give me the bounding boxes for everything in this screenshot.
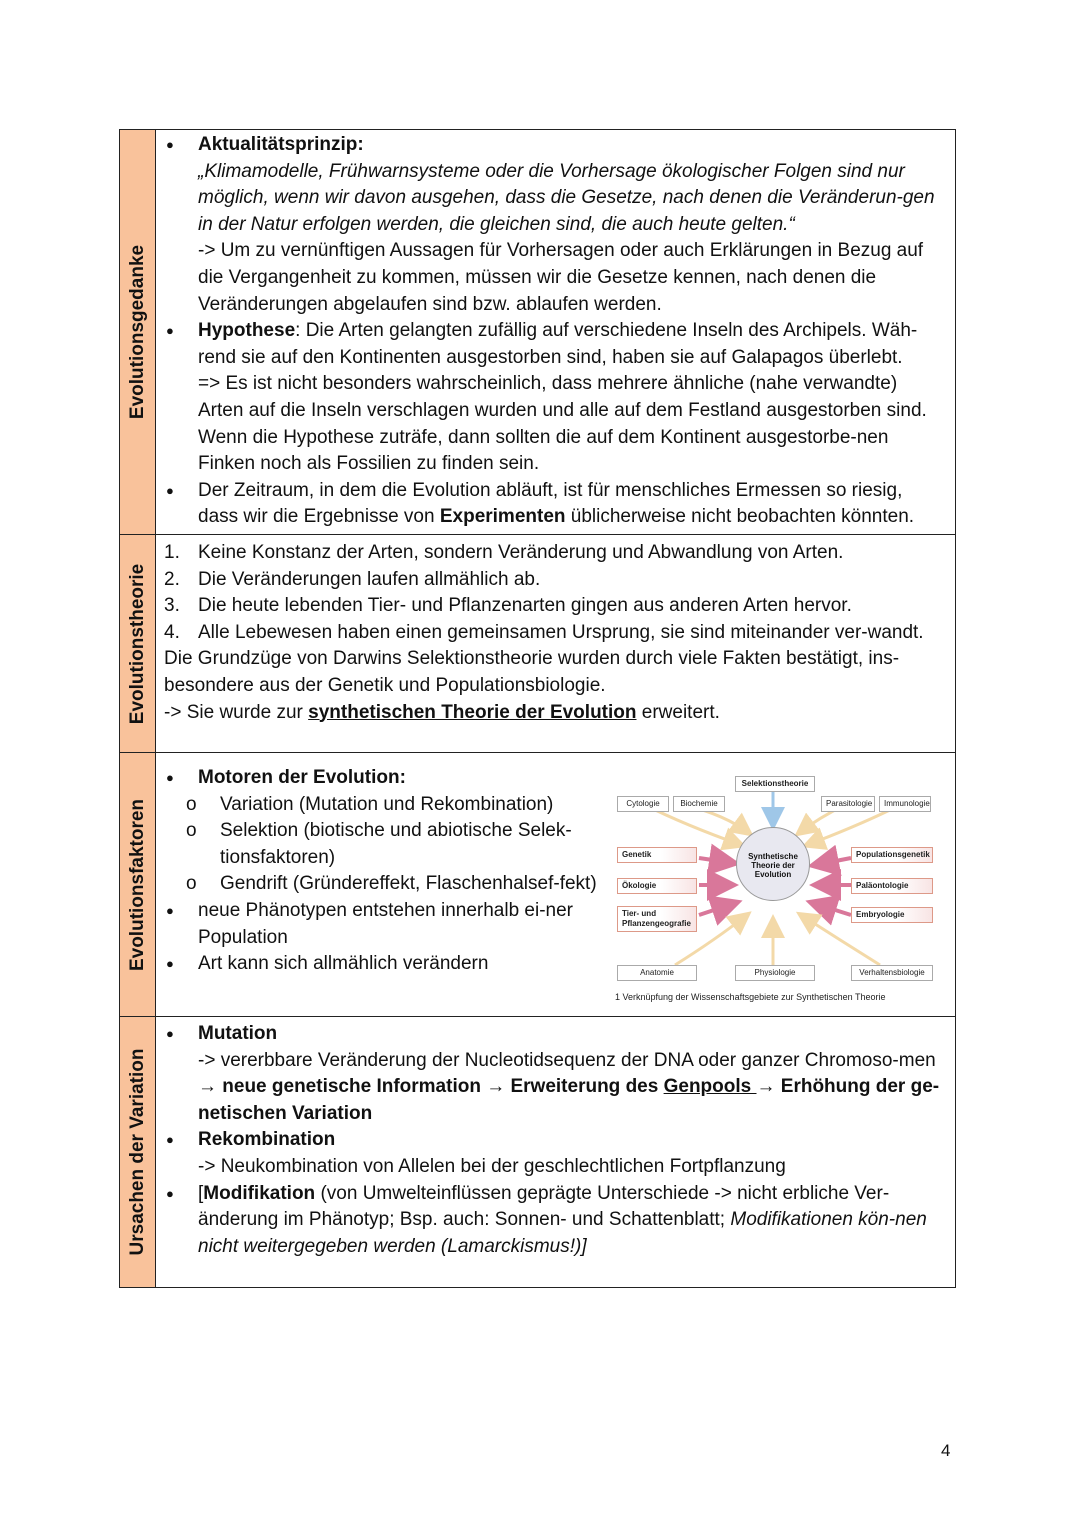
section-evolutionsfaktoren <box>120 753 955 1017</box>
bullet-text: => Es ist nicht besonders wahrscheinlich, dass mehrere ähnliche (nahe verwandte) Arten auf die Inseln verschlagen wurden und alle auf dem Festland ausgestorben sind. Wenn die Hypothese zuträfe, dann sollten die auf dem Kontinent ausgestorbe-nen Finken noch als Fossilien zu finden sein. <box>198 373 927 475</box>
section-label-cell <box>120 753 156 1016</box>
sub-item: o Gendrift (Gründereffekt, Flaschenhalsef-fekt) <box>164 871 615 898</box>
box-physiologie: Physiologie <box>735 965 815 981</box>
section-evolutionsgedanke <box>120 130 955 535</box>
list-number: 2. <box>164 568 180 590</box>
section-label: Evolutionsfaktoren <box>126 798 148 971</box>
list-item <box>164 567 945 594</box>
bullet-title: Modifikation <box>203 1182 316 1204</box>
bullet-title: Mutation <box>198 1023 278 1044</box>
bullet-text: -> Neukombination von Allelen bei der geschlechtlichen Fortpflanzung <box>198 1155 786 1177</box>
section-label: Evolutionsgedanke <box>126 244 148 420</box>
list-text: Keine Konstanz der Arten, sondern Veränderung und Abwandlung von Arten. <box>198 542 844 563</box>
box-parasitologie: Parasitologie <box>821 796 875 812</box>
box-palaeontologie: Paläontologie <box>851 878 933 894</box>
bullet-text: -> Um zu vernünftigen Aussagen für Vorhersagen oder auch Erklärungen in Bezug auf die Vergangenheit zu kommen, müssen wir die Gesetze kennen, nach denen die Veränderungen abgelaufen sind bzw. ablaufen werden. <box>198 240 924 315</box>
bullet-modifikation <box>164 1181 945 1261</box>
bullet-title: Aktualitätsprinzip: <box>198 134 364 155</box>
bullet-aktualitaetsprinzip <box>164 132 945 318</box>
section-ursachen-der-variation <box>120 1017 955 1287</box>
section-label-cell <box>120 130 156 534</box>
bullet-text: Der Zeitraum, in dem die Evolution abläuft, ist für menschliches Ermessen so riesig, dass wir die Ergebnisse von <box>198 479 903 528</box>
box-immunologie: Immunologie <box>879 796 931 812</box>
quote-text: „Klimamodelle, Frühwarnsysteme oder die Vorhersage ökologischer Folgen sind nur möglich, wenn wir davon ausgehen, dass die Gesetze, nach denen die Veränderun-gen in der Natur erfolgen werden, die gleichen sind, die auch heute gelten.“ <box>198 160 935 235</box>
list-item <box>164 540 945 567</box>
arrow-line <box>164 700 945 727</box>
box-oekologie: Ökologie <box>617 878 697 894</box>
paragraph: Die Grundzüge von Darwins Selektionstheorie wurden durch viele Fakten bestätigt, ins-besondere aus der Genetik und Populationsbiologie. <box>164 648 900 696</box>
list-number: 1. <box>164 542 180 563</box>
box-biochemie: Biochemie <box>673 796 725 812</box>
bullet-mutation <box>164 1021 945 1127</box>
arrow-tier <box>699 903 735 915</box>
synthetic-theory-figure <box>615 755 945 1014</box>
bullet-zeitraum <box>164 478 945 531</box>
box-cytologie: Cytologie <box>617 796 669 812</box>
section-content <box>156 1017 955 1287</box>
box-verhaltensbiologie: Verhaltensbiologie <box>851 965 933 981</box>
arrow-populationsgenetik <box>815 858 851 865</box>
bullet-phaenotypen: ● neue Phänotypen entstehen innerhalb ei-ner Population <box>164 898 615 951</box>
bullet-text: -> vererbbare Veränderung der Nucleotidsequenz der DNA oder ganzer Chromoso-men <box>198 1049 936 1071</box>
section-label: Ursachen der Variation <box>126 1048 148 1256</box>
bullet-text: (von Umwelteinflüssen geprägte Unterschiede -> nicht erbliche Ver-änderung im Phänotyp; Bsp. auch: Sonnen- und Schattenblatt; <box>198 1182 890 1231</box>
figure-caption: 1 Verknüpfung der Wissenschaftsgebiete zur Synthetischen Theorie <box>615 992 886 1002</box>
summary-table <box>119 129 956 1288</box>
box-populationsgenetik: Populationsgenetik <box>851 847 933 863</box>
bullet-art: ● Art kann sich allmählich verändern <box>164 951 615 978</box>
bullet-title: Hypothese <box>198 320 296 342</box>
underlined-term: synthetischen Theorie der Evolution <box>308 701 637 723</box>
list-number: 4. <box>164 621 180 643</box>
page-number: 4 <box>941 1441 951 1460</box>
list-item <box>164 620 945 647</box>
bracket: [ <box>198 1182 204 1204</box>
bullet-hypothese <box>164 318 945 478</box>
arrow-genetik <box>699 858 733 863</box>
box-tier-pflanzengeografie: Tier- und Pflanzengeografie <box>617 906 697 932</box>
section-content <box>156 130 955 534</box>
sub-item: o Selektion (biotische und abiotische Selek-tionsfaktoren) <box>164 818 615 871</box>
bullet-rekombination <box>164 1127 945 1180</box>
factor-list <box>164 755 615 1014</box>
arrow-embryologie <box>813 903 851 915</box>
section-label-cell <box>120 1017 156 1287</box>
arrow-text: erweitert. <box>636 701 720 723</box>
section-content <box>156 753 955 1016</box>
arrow-chain: → Erhöhung der ge-netischen Variation <box>198 1076 940 1124</box>
section-label-cell <box>120 535 156 752</box>
arrow-chain: → neue genetische Information → Erweiterung des <box>198 1076 664 1098</box>
hub-synthetische-theorie: Synthetische Theorie der Evolution <box>736 827 810 901</box>
bullet-motoren <box>164 765 615 792</box>
list-text: Alle Lebewesen haben einen gemeinsamen Ursprung, sie sind miteinander ver-wandt. <box>198 621 924 643</box>
section-content <box>156 535 955 752</box>
box-anatomie: Anatomie <box>617 965 697 981</box>
arrow-text: -> Sie wurde zur <box>164 701 309 723</box>
box-embryologie: Embryologie <box>851 907 933 923</box>
box-genetik: Genetik <box>617 847 697 863</box>
underlined-term: Genpools <box>663 1076 757 1098</box>
bold-term: Experimenten <box>439 506 566 528</box>
bullet-title: Rekombination <box>198 1129 336 1151</box>
section-label: Evolutionstheorie <box>126 563 148 724</box>
list-item <box>164 593 945 620</box>
box-selektionstheorie: Selektionstheorie <box>735 776 815 792</box>
bullet-text: üblicherweise nicht beobachten könnten. <box>565 506 915 528</box>
bullet-title: Motoren der Evolution: <box>198 767 406 788</box>
section-evolutionstheorie <box>120 535 955 753</box>
bullet-text: : Die Arten gelangten zufällig auf verschiedene Inseln des Archipels. Wäh-rend sie auf den Kontinenten ausgestorben sind, haben sie auf Galapagos überlebt. <box>198 320 918 368</box>
italic-text: Modifikationen kön-nen nicht weitergegeben werden (Lamarckismus!)] <box>198 1209 927 1257</box>
list-text: Die heute lebenden Tier- und Pflanzenarten gingen aus anderen Arten hervor. <box>198 595 852 617</box>
list-number: 3. <box>164 595 180 617</box>
list-text: Die Veränderungen laufen allmählich ab. <box>198 568 541 590</box>
sub-item: o Variation (Mutation und Rekombination) <box>164 792 615 819</box>
